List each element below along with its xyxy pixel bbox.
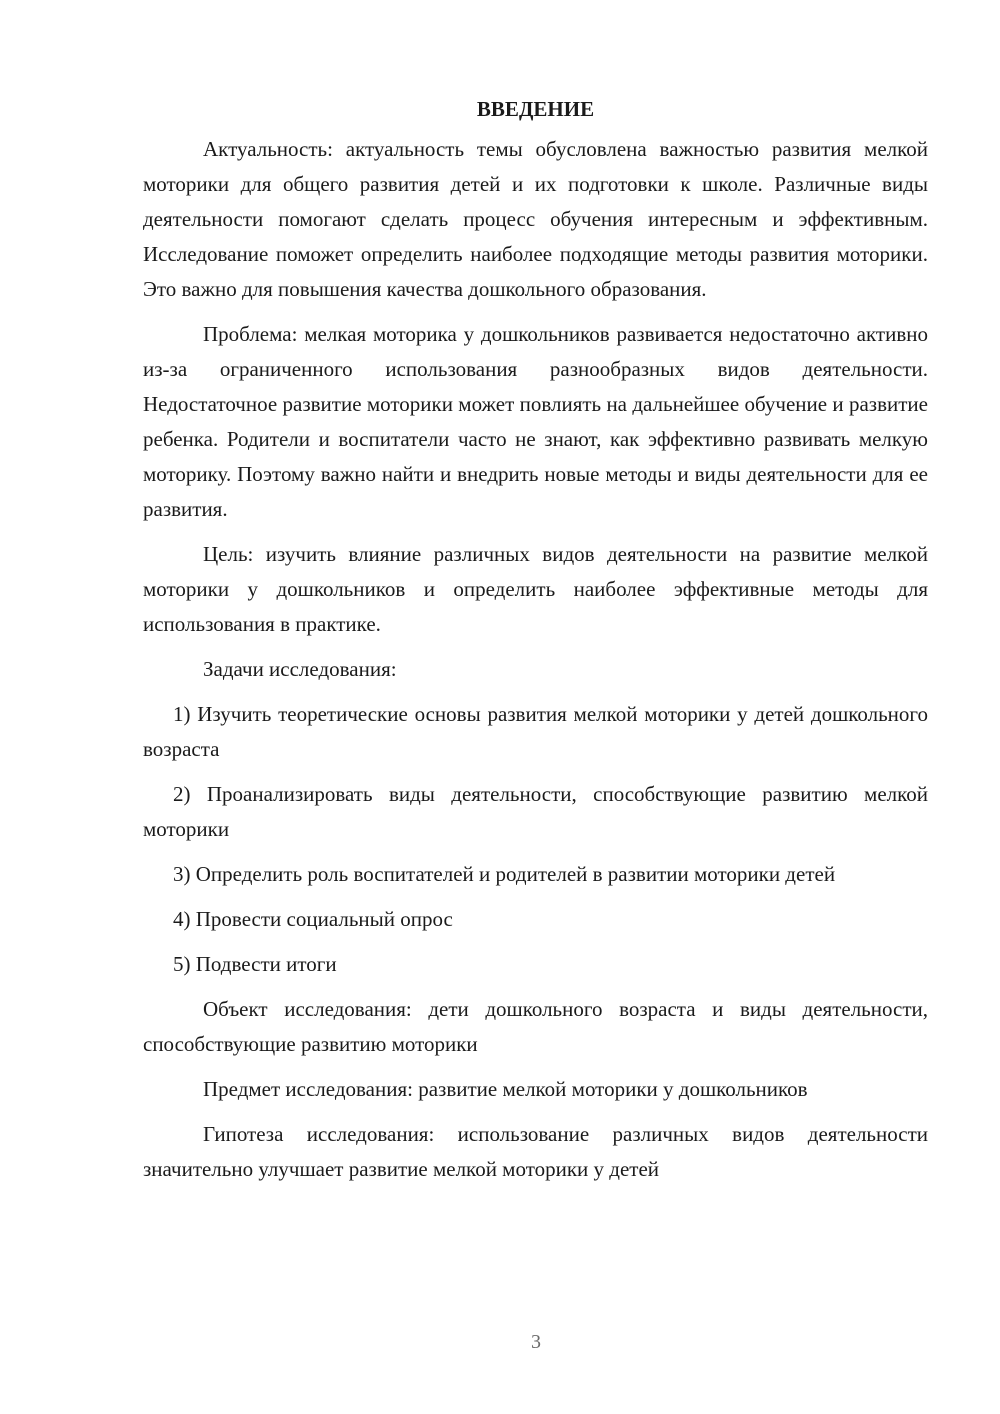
- task-item-1: 1) Изучить теоретические основы развития мелкой моторики у детей дошкольного возраста: [143, 702, 928, 761]
- tasks-heading: Задачи исследования:: [203, 657, 397, 681]
- page-number: 3: [531, 1331, 541, 1353]
- task-item-4: 4) Провести социальный опрос: [173, 907, 453, 931]
- relevance-paragraph: Актуальность: актуальность темы обусловлена важностью развития мелкой моторики для общего развития детей и их подготовки к школе. Различные виды деятельности помогают сделать процесс обучения интересным и эффективным. Исследование поможет определить наиболее подходящие методы развития моторики. Это важно для повышения качества дошкольного образования.: [143, 137, 928, 301]
- page-title: ВВЕДЕНИЕ: [476, 97, 595, 121]
- hypothesis-paragraph: Гипотеза исследования: использование различных видов деятельности значительно улучшает развитие мелкой моторики у детей: [143, 1122, 928, 1181]
- goal-paragraph: Цель: изучить влияние различных видов деятельности на развитие мелкой моторики у дошкольников и определить наиболее эффективные методы для использования в практике.: [143, 542, 928, 636]
- document-body: [143, 92, 928, 1187]
- task-item-5: 5) Подвести итоги: [173, 952, 337, 976]
- problem-paragraph: Проблема: мелкая моторика у дошкольников развивается недостаточно активно из-за ограниченного использования разнообразных видов деятельности. Недостаточное развитие моторики может повлиять на дальнейшее обучение и развитие ребенка. Родители и воспитатели часто не знают, как эффективно развивать мелкую моторику. Поэтому важно найти и внедрить новые методы и виды деятельности для ее развития.: [143, 322, 928, 521]
- object-paragraph: Объект исследования: дети дошкольного возраста и виды деятельности, способствующие развитию моторики: [143, 997, 928, 1056]
- task-item-3: 3) Определить роль воспитателей и родителей в развитии моторики детей: [173, 862, 836, 886]
- subject-paragraph: Предмет исследования: развитие мелкой моторики у дошкольников: [203, 1077, 808, 1101]
- task-item-2: 2) Проанализировать виды деятельности, способствующие развитию мелкой моторики: [143, 782, 928, 841]
